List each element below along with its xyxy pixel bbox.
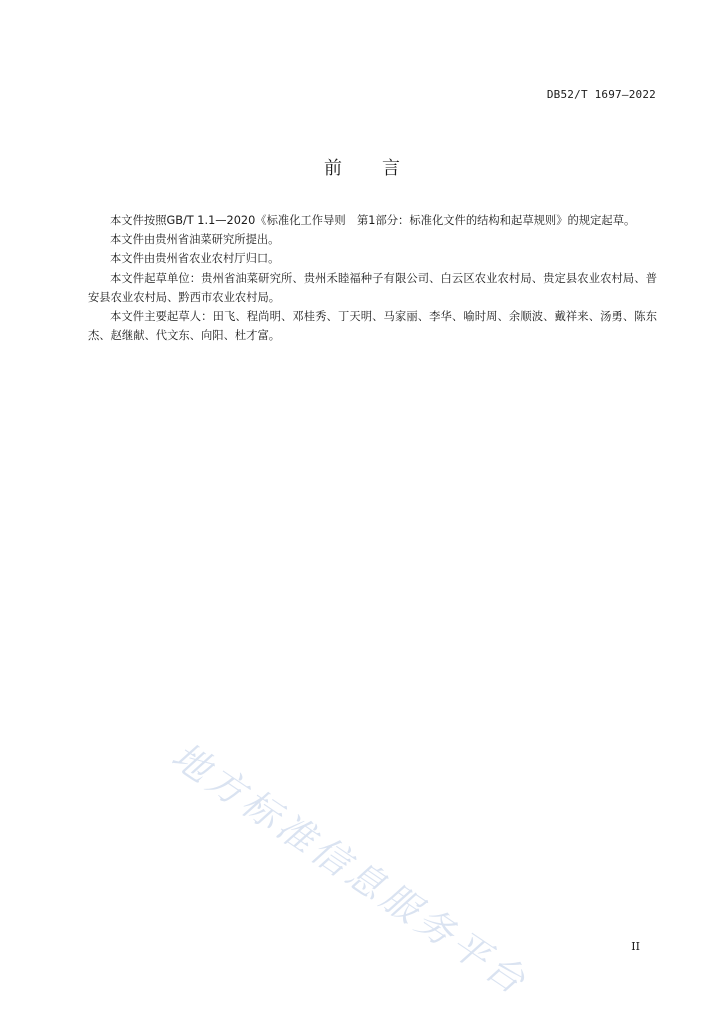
section-title: 前言 bbox=[324, 158, 440, 179]
paragraph-drafting-rules: 本文件按照GB/T 1.1—2020《标准化工作导则 第1部分：标准化文件的结构和起草规则》的规定起草。 bbox=[110, 214, 636, 227]
paragraph-proposer: 本文件由贵州省油菜研究所提出。 bbox=[110, 233, 280, 247]
watermark: 地方标准信息服务平台 bbox=[164, 734, 537, 1005]
paragraph-administrator: 本文件由贵州省农业农村厅归口。 bbox=[110, 252, 280, 266]
document-code: DB52/T 1697—2022 bbox=[546, 88, 656, 101]
page-number: II bbox=[631, 940, 640, 953]
foreword-body bbox=[88, 211, 657, 345]
paragraph-drafters: 本文件主要起草人：田飞、程尚明、邓桂秀、丁天明、马家丽、李华、喻时周、余顺波、戴祥来、汤勇、陈东杰、赵继献、代文东、向阳、杜才富。 bbox=[88, 310, 657, 343]
paragraph-drafting-units: 本文件起草单位：贵州省油菜研究所、贵州禾睦福种子有限公司、白云区农业农村局、贵定县农业农村局、普安县农业农村局、黔西市农业农村局。 bbox=[88, 271, 657, 304]
